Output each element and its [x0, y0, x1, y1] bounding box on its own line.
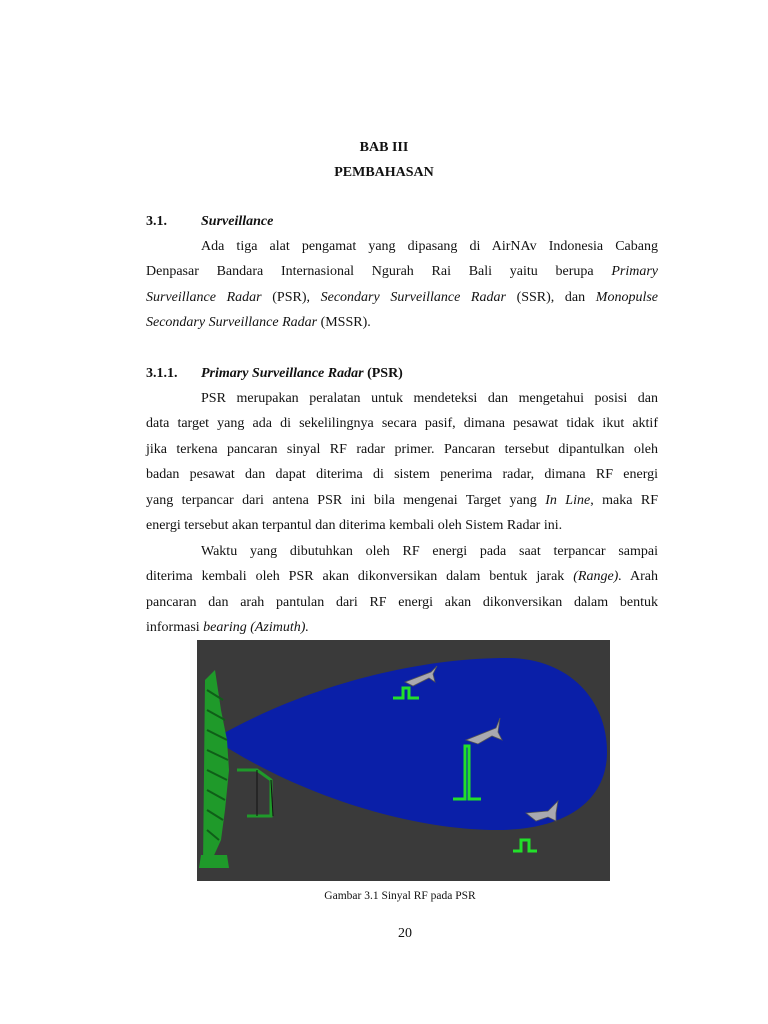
text-line — [146, 564, 658, 589]
text-line — [146, 590, 658, 615]
text-run: (SSR), dan — [505, 289, 596, 305]
chapter-title: PEMBAHASAN — [334, 165, 434, 180]
section-heading-3-1-1 — [146, 364, 403, 384]
section-title: Surveillance — [201, 214, 274, 229]
text-line — [146, 411, 658, 436]
text-run: (MSSR). — [317, 315, 371, 331]
text-line — [146, 234, 658, 259]
radar-illustration — [197, 640, 610, 881]
text-run: Denpasar Bandara Internasional Ngurah Rai Bali yaitu berupa — [146, 264, 612, 280]
italic-text: Surveillance Radar — [146, 289, 262, 305]
text-run: yang terpancar dari antena PSR ini bila mengenai Target yang — [146, 492, 546, 508]
italic-text: Secondary Surveillance Radar — [320, 289, 506, 305]
text-line — [146, 285, 658, 310]
italic-text: bearing (Azimuth). — [203, 620, 309, 636]
text-run: informasi — [146, 620, 204, 636]
italic-text: In Line — [545, 492, 591, 508]
text-run: pancaran dan arah pantulan dari RF energi akan dikonversikan dalam bentuk — [146, 594, 658, 610]
text-run: Ada tiga alat pengamat yang dipasang di AirNAv Indonesia Cabang — [201, 239, 658, 254]
section-number: 3.1. — [146, 214, 167, 229]
text-run: Arah — [621, 569, 658, 585]
italic-text: (Range). — [573, 569, 622, 585]
text-line — [146, 310, 658, 335]
text-line — [146, 488, 658, 513]
text-line — [146, 615, 658, 640]
figure-psr-rf-signal — [197, 640, 610, 881]
chapter-label: BAB III — [359, 140, 409, 155]
text-run: jika terkena pancaran sinyal RF radar primer. Pancaran tersebut dipantulkan oleh — [146, 441, 658, 457]
text-line — [146, 513, 658, 538]
paragraph-psr-2 — [146, 539, 658, 641]
text-run: (PSR), — [261, 289, 321, 305]
text-line — [146, 437, 658, 462]
text-line — [146, 462, 658, 487]
italic-text: Secondary Surveillance Radar — [146, 315, 318, 331]
text-run: Waktu yang dibutuhkan oleh RF energi pada saat terpancar sampai — [201, 544, 658, 559]
paragraph-3-1 — [146, 234, 658, 336]
text-run: data target yang ada di sekelilingnya secara pasif, dimana pesawat tidak ikut aktif — [146, 416, 658, 432]
text-run: , maka RF — [590, 492, 658, 508]
figure-caption: Gambar 3.1 Sinyal RF pada PSR — [324, 890, 476, 902]
text-line — [146, 386, 658, 411]
text-run: PSR merupakan peralatan untuk mendeteksi dan mengetahui posisi dan — [201, 391, 658, 406]
text-run: badan pesawat dan dapat diterima di sistem penerima radar, dimana RF energi — [146, 467, 658, 483]
section-heading-3-1 — [146, 212, 273, 232]
italic-text: Primary — [611, 264, 658, 280]
section-title-suffix: (PSR) — [363, 366, 403, 381]
italic-text: Monopulse — [595, 289, 658, 305]
text-line — [146, 259, 658, 284]
section-number: 3.1.1. — [146, 366, 178, 381]
text-run: energi tersebut akan terpantul dan diterima kembali oleh Sistem Radar ini. — [146, 517, 563, 533]
section-title: Primary Surveillance Radar — [201, 366, 364, 381]
paragraph-psr-1 — [146, 386, 658, 538]
page-number: 20 — [398, 926, 412, 941]
text-run: diterima kembali oleh PSR akan dikonversikan dalam bentuk jarak — [146, 569, 574, 585]
text-line — [146, 539, 658, 564]
